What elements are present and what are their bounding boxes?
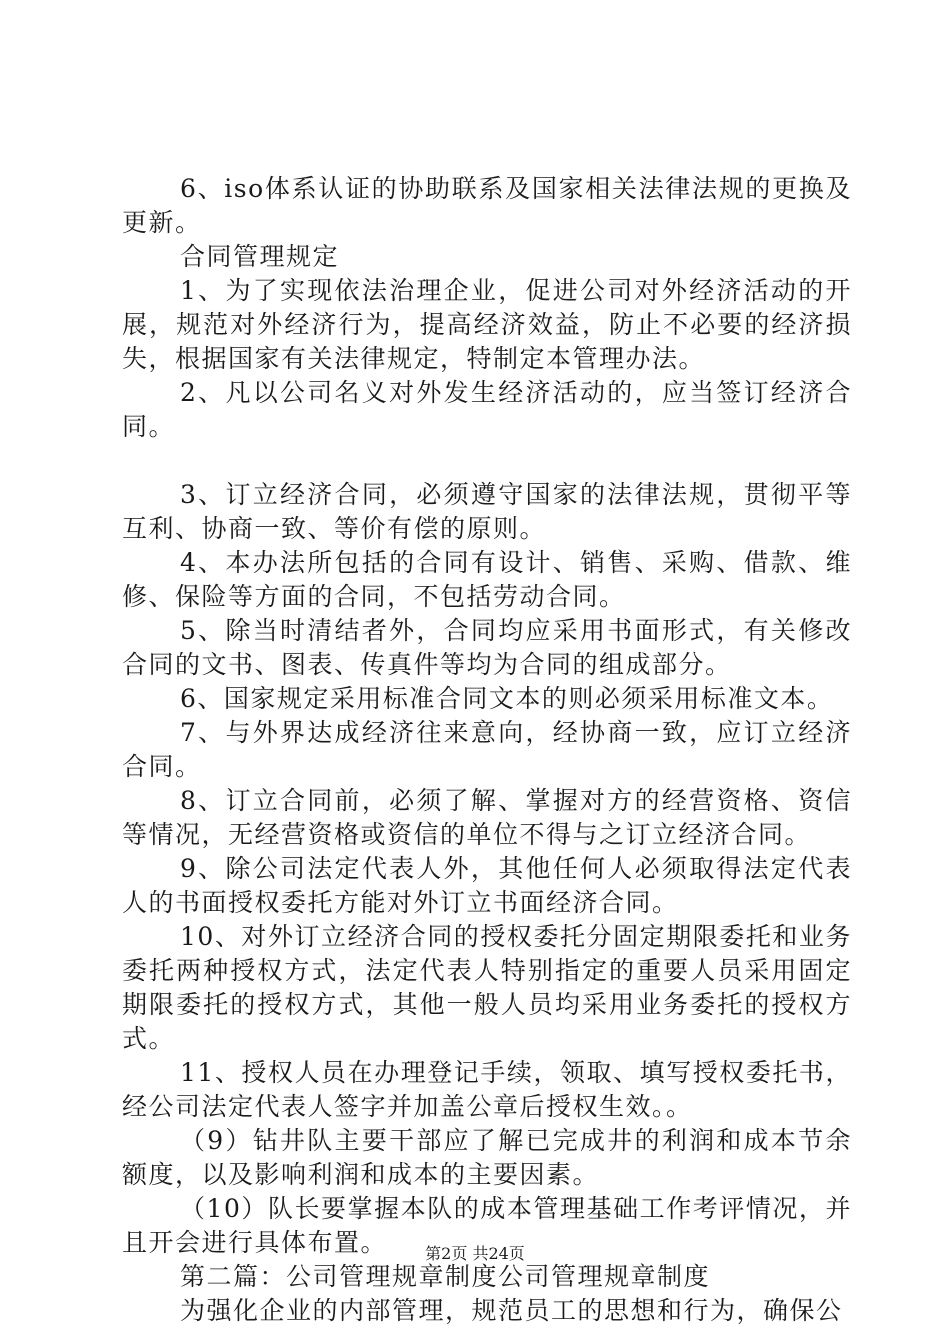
paragraph-item-5: 5、除当时清结者外，合同均应采用书面形式，有关修改合同的文书、图表、传真件等均为合同的组成部分。 (122, 616, 852, 679)
paragraph-item-10-captain: （10）队长要掌握本队的成本管理基础工作考评情况，并且开会进行具体布置。 (122, 1194, 852, 1257)
paragraph-item-7: 7、与外界达成经济往来意向，经协商一致，应订立经济合同。 (122, 718, 852, 781)
section-heading-part-two: 第二篇：公司管理规章制度公司管理规章制度 (180, 1262, 711, 1291)
paragraph-item-10: 10、对外订立经济合同的授权委托分固定期限委托和业务委托两种授权方式，法定代表人特别指定的重要人员采用固定期限委托的授权方式，其他一般人员均采用业务委托的授权方式。 (122, 922, 852, 1053)
paragraph-item-2: 2、凡以公司名义对外发生经济活动的，应当签订经济合同。 (122, 378, 852, 441)
paragraph-item-3: 3、订立经济合同，必须遵守国家的法律法规，贯彻平等互利、协商一致、等价有偿的原则。 (122, 480, 852, 543)
paragraph-item-4: 4、本办法所包括的合同有设计、销售、采购、借款、维修、保险等方面的合同，不包括劳动合同。 (122, 548, 852, 611)
paragraph-item-8: 8、订立合同前，必须了解、掌握对方的经营资格、资信等情况，无经营资格或资信的单位不得与之订立经济合同。 (122, 786, 852, 849)
paragraph-item-1: 1、为了实现依法治理企业，促进公司对外经济活动的开展，规范对外经济行为，提高经济效益，防止不必要的经济损失，根据国家有关法律规定，特制定本管理办法。 (122, 276, 852, 373)
paragraph-item-9: 9、除公司法定代表人外，其他任何人必须取得法定代表人的书面授权委托方能对外订立书面经济合同。 (122, 854, 852, 917)
paragraph-item-9-drilling: （9）钻井队主要干部应了解已完成井的利润和成本节余额度，以及影响利润和成本的主要因素。 (122, 1126, 852, 1189)
paragraph-item-6: 6、国家规定采用标准合同文本的则必须采用标准文本。 (180, 684, 834, 713)
paragraph-intro-part-two: 为强化企业的内部管理，规范员工的思想和行为，确保公 (180, 1296, 843, 1325)
page-number-footer: 第2页 共24页 (425, 1244, 525, 1263)
paragraph-item-11: 11、授权人员在办理登记手续，领取、填写授权委托书，经公司法定代表人签字并加盖公章后授权生效。。 (122, 1058, 852, 1121)
section-heading-contract: 合同管理规定 (180, 242, 340, 271)
document-body (122, 172, 852, 1328)
paragraph-iso: 6、iso体系认证的协助联系及国家相关法律法规的更换及更新。 (122, 174, 852, 237)
